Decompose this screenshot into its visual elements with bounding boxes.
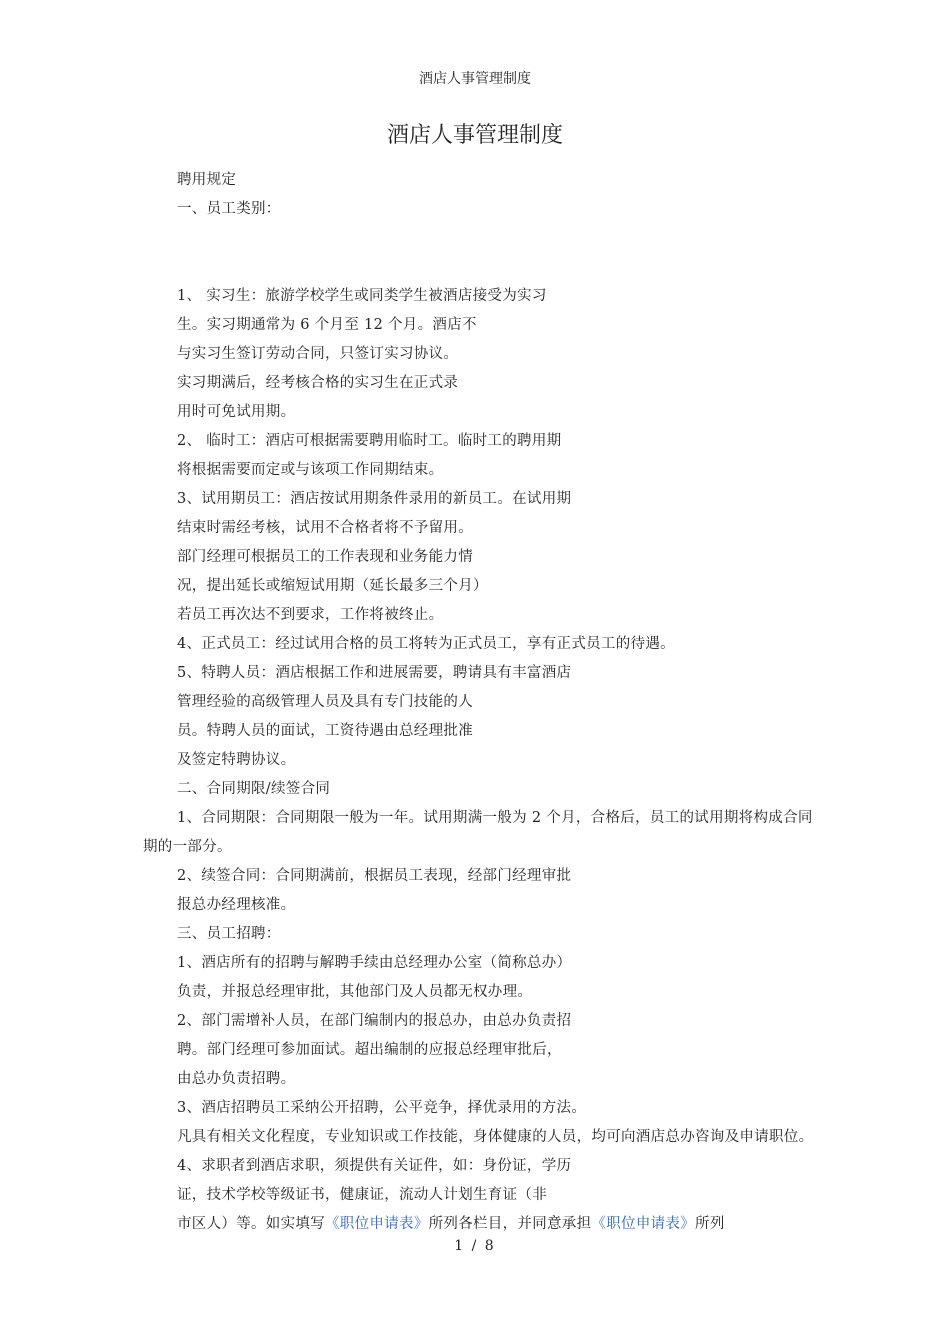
- text-line: 用时可免试用期。: [177, 404, 296, 420]
- page-indicator: 1 / 8: [454, 1238, 496, 1254]
- text-line: 2、续签合同：合同期满前，根据员工表现，经部门经理审批: [177, 868, 572, 884]
- paragraph-apply: 凡具有相关文化程度，专业知识或工作技能，身体健康的人员，均可向酒店总办咨询及申请职位。: [177, 1129, 814, 1145]
- text-line: 实习期满后，经考核合格的实习生在正式录: [177, 375, 459, 391]
- link-position-application-form[interactable]: 《职位申请表》: [325, 1216, 429, 1232]
- text-line: 聘用规定: [177, 172, 237, 188]
- text-line: 3、试用期员工：酒店按试用期条件录用的新员工。在试用期: [177, 491, 572, 507]
- text-line: 及签定特聘协议。: [177, 752, 296, 768]
- text-line: 2、 临时工：酒店可根据需要聘用临时工。临时工的聘用期: [177, 433, 562, 449]
- text-line: 员。特聘人员的面试，工资待遇由总经理批准: [177, 723, 473, 739]
- text-line: 生。实习期通常为 6 个月至 12 个月。酒店不: [177, 317, 477, 333]
- text-line: 1、 实习生：旅游学校学生或同类学生被酒店接受为实习: [177, 288, 547, 304]
- blank-line: [143, 239, 823, 268]
- text-line: 2、部门需增补人员，在部门编制内的报总办，由总办负责招: [177, 1013, 572, 1029]
- text-line: 一、员工类别：: [177, 201, 281, 217]
- text-segment: 市区人）等。如实填写: [177, 1216, 325, 1232]
- text-line: 负责，并报总经理审批，其他部门及人员都无权办理。: [177, 984, 533, 1000]
- text-segment: 所列各栏目，并同意承担: [428, 1216, 592, 1232]
- document-body: [143, 166, 823, 1239]
- text-line: 4、正式员工：经过试用合格的员工将转为正式员工，享有正式员工的待遇。: [177, 636, 675, 652]
- text-line: 管理经验的高级管理人员及具有专门技能的人: [177, 694, 473, 710]
- text-line: 1、酒店所有的招聘与解聘手续由总经理办公室（简称总办）: [177, 955, 572, 971]
- body-lines-section-2: [143, 862, 823, 1123]
- text-segment: 所列: [695, 1216, 725, 1232]
- body-lines-section-1: [143, 166, 823, 804]
- running-header: 酒店人事管理制度: [419, 71, 531, 87]
- text-line: 结束时需经考核，试用不合格者将不予留用。: [177, 520, 473, 536]
- text-line: 3、酒店招聘员工采纳公开招聘，公平竞争，择优录用的方法。: [177, 1100, 587, 1116]
- text-line: 聘。部门经理可参加面试。超出编制的应报总经理审批后，: [177, 1042, 562, 1058]
- body-lines-section-3: [143, 1152, 823, 1210]
- text-line: 三、员工招聘：: [177, 926, 281, 942]
- text-line: 部门经理可根据员工的工作表现和业务能力情: [177, 549, 473, 565]
- text-line: 4、求职者到酒店求职，须提供有关证件，如：身份证，学历: [177, 1158, 572, 1174]
- text-line: 况，提出延长或缩短试用期（延长最多三个月）: [177, 578, 488, 594]
- text-line: 将根据需要而定或与该项工作同期结束。: [177, 462, 444, 478]
- text-line: 证，技术学校等级证书，健康证，流动人计划生育证（非: [177, 1187, 547, 1203]
- paragraph-contract-term: 1、合同期限：合同期限一般为一年。试用期满一般为 2 个月，合格后，员工的试用期将构成合同期的一部分。: [143, 810, 813, 855]
- text-line: 与实习生签订劳动合同，只签订实习协议。: [177, 346, 459, 362]
- text-line: 报总办经理核准。: [177, 897, 296, 913]
- document-title: 酒店人事管理制度: [386, 123, 563, 148]
- paragraph-application-form: [143, 1210, 823, 1239]
- link-position-application-form-2[interactable]: 《职位申请表》: [591, 1216, 696, 1232]
- text-line: 若员工再次达不到要求，工作将被终止。: [177, 607, 444, 623]
- text-line: 5、特聘人员：酒店根据工作和进展需要，聘请具有丰富酒店: [177, 665, 572, 681]
- text-line: 二、合同期限/续签合同: [177, 781, 331, 797]
- text-line: 由总办负责招聘。: [177, 1071, 296, 1087]
